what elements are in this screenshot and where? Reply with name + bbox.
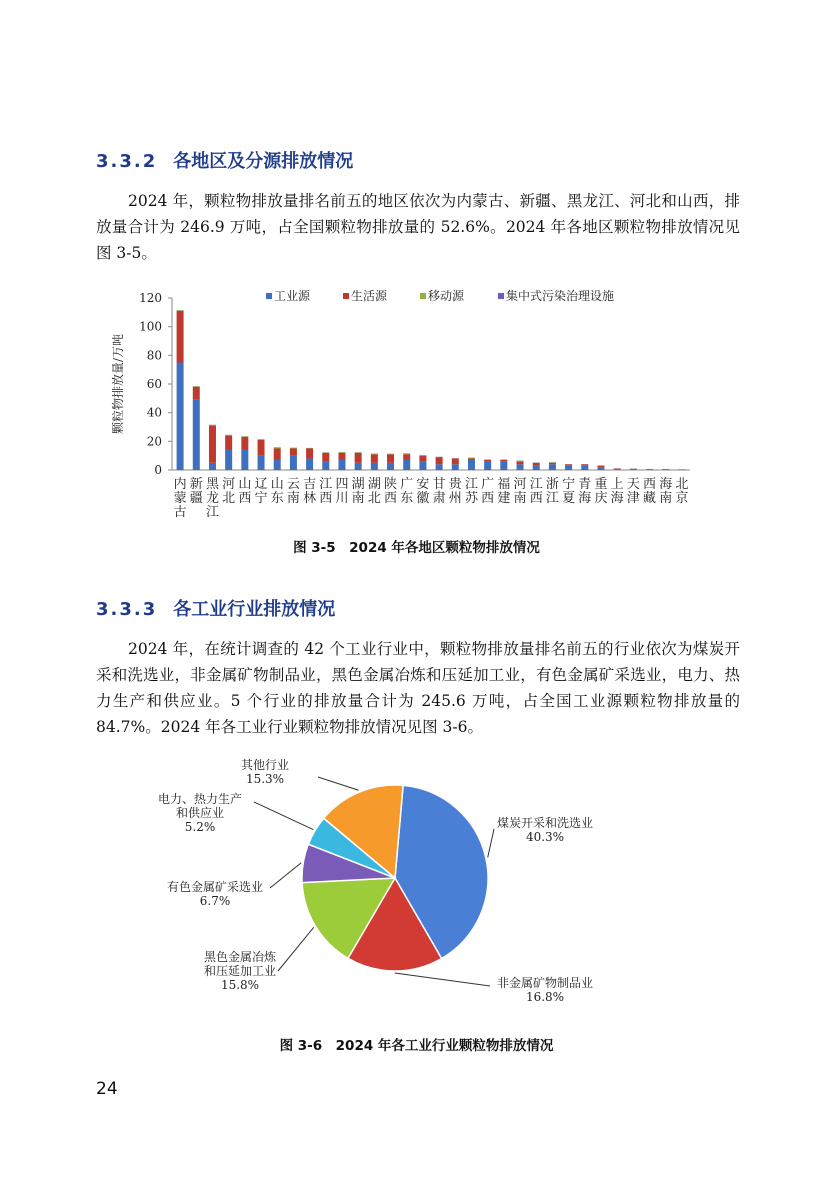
bar-segment — [225, 435, 232, 436]
bar-segment — [565, 466, 572, 470]
bar-segment — [452, 459, 459, 465]
bar-segment — [484, 461, 491, 470]
x-tick-label: 重 — [594, 477, 608, 492]
bar-segment — [322, 461, 329, 470]
bar-segment — [500, 461, 507, 470]
x-tick-label: 庆 — [594, 491, 608, 506]
bar-segment — [581, 464, 588, 465]
x-tick-label: 苏 — [464, 491, 478, 506]
bar-segment — [565, 464, 572, 465]
figure-3-5-caption: 图 3-5 2024 年各地区颗粒物排放情况 — [293, 540, 540, 556]
x-tick-label: 东 — [400, 491, 414, 506]
bar-segment — [549, 463, 556, 464]
x-tick-label: 上 — [610, 477, 624, 492]
bar-segment — [549, 464, 556, 470]
bar-segment — [403, 453, 410, 454]
pie-slice-label: 黑色金属冶炼 — [203, 950, 277, 964]
bar-segment — [209, 425, 216, 426]
x-tick-label: 南 — [351, 491, 365, 506]
x-tick-label: 西 — [643, 477, 657, 492]
x-tick-label: 辽 — [254, 477, 268, 492]
bar-segment — [533, 463, 540, 466]
x-tick-label: 北 — [222, 491, 236, 506]
pie-leader-line — [278, 927, 314, 971]
x-tick-label: 青 — [578, 477, 592, 492]
pie-slice-label: 其他行业 — [240, 758, 290, 772]
x-tick-label: 西 — [238, 491, 252, 506]
x-tick-label: 西 — [481, 491, 495, 506]
pie-slice-value: 5.2% — [184, 820, 216, 834]
bar-chart-legend — [266, 288, 614, 303]
x-tick-label: 山 — [270, 477, 284, 492]
pie-leader-line — [395, 973, 490, 986]
x-tick-label: 河 — [222, 477, 236, 492]
bar-segment — [419, 456, 426, 462]
x-tick-label: 建 — [497, 491, 511, 506]
x-tick-label: 江 — [464, 477, 478, 492]
pie-slice-value: 16.8% — [525, 990, 565, 1004]
x-tick-label: 藏 — [643, 491, 657, 506]
x-tick-label: 江 — [205, 505, 219, 520]
bar-segment — [517, 461, 524, 464]
bar-segment — [484, 460, 491, 461]
bar-segment — [597, 467, 604, 470]
y-tick-label: 100 — [139, 319, 162, 334]
x-tick-label: 北 — [675, 477, 689, 492]
x-tick-label: 津 — [626, 491, 640, 506]
bar-segment — [387, 463, 394, 470]
x-tick-label: 龙 — [205, 491, 219, 506]
x-tick-label: 海 — [578, 491, 592, 506]
bar-segment — [177, 363, 184, 471]
bar-segment — [225, 450, 232, 470]
bar-segment — [258, 439, 265, 440]
bar-segment — [403, 454, 410, 460]
x-tick-label: 贵 — [448, 477, 462, 492]
legend-entry: 工业源 — [274, 289, 311, 303]
bar-segment — [209, 463, 216, 470]
section-heading-3-3-3 — [96, 595, 335, 621]
bar-segment — [355, 452, 362, 453]
pie-slice-value: 15.8% — [220, 978, 260, 992]
bar-segment — [419, 455, 426, 456]
paragraph-industry-emissions: 2024 年，在统计调查的 42 个工业行业中，颗粒物排放量排名前五的行业依次为煤炭开采和洗选业，非金属矿物制品业，黑色金属冶炼和压延加工业，有色金属矿采选业，电力、热力生产和供应业。5 个行业的排放量合计为 245.6 万吨，占全国工业源颗粒物排放量的 84.7%。2024 年各工业行业颗粒物排放情况见图 3-6。 — [96, 640, 740, 736]
bar-segment — [468, 459, 475, 460]
bar-segment — [290, 449, 297, 456]
bar-segment — [338, 453, 345, 460]
bar-segment — [468, 458, 475, 459]
bar-segment — [371, 463, 378, 470]
x-tick-label: 徽 — [416, 491, 430, 506]
bar-segment — [452, 464, 459, 470]
bar-segment — [517, 461, 524, 462]
bar-segment — [241, 450, 248, 470]
pie-slice-label: 电力、热力生产 — [157, 792, 243, 806]
x-tick-label: 云 — [286, 477, 300, 492]
legend-swatch — [498, 293, 504, 299]
bar-chart-x-labels — [174, 476, 689, 520]
bar-segment — [517, 464, 524, 470]
x-tick-label: 广 — [400, 477, 414, 492]
y-tick-label: 60 — [146, 377, 162, 391]
x-tick-label: 北 — [367, 491, 381, 506]
bar-segment — [581, 466, 588, 470]
x-tick-label: 东 — [270, 491, 284, 506]
x-tick-label: 天 — [626, 477, 640, 492]
bar-segment — [193, 400, 200, 470]
legend-swatch — [343, 293, 349, 299]
x-tick-label: 南 — [286, 491, 300, 506]
x-tick-label: 河 — [513, 477, 527, 492]
page-number: 24 — [96, 1079, 118, 1099]
bar-segment — [614, 469, 621, 470]
x-tick-label: 湖 — [367, 477, 381, 492]
bar-segment — [322, 453, 329, 462]
pie-slices — [302, 785, 488, 971]
bar-segment — [338, 460, 345, 470]
pie-slice-label: 非金属矿物制品业 — [496, 976, 594, 990]
section-title: 各工业行业排放情况 — [173, 599, 336, 620]
x-tick-label: 内 — [173, 477, 187, 492]
x-tick-label: 安 — [416, 477, 430, 492]
pie-slice-value: 6.7% — [199, 894, 231, 908]
x-tick-label: 州 — [448, 491, 462, 506]
bar-segment — [209, 426, 216, 463]
bar-segment — [597, 466, 604, 467]
x-tick-label: 林 — [303, 491, 317, 506]
x-tick-label: 蒙 — [173, 491, 187, 506]
bar-segment — [436, 457, 443, 464]
bar-segment — [355, 463, 362, 470]
x-tick-label: 西 — [529, 491, 543, 506]
bar-segment — [549, 462, 556, 463]
bar-segment — [177, 311, 184, 363]
bar-segment — [306, 459, 313, 470]
x-tick-label: 海 — [610, 491, 624, 506]
x-tick-label: 宁 — [254, 491, 268, 506]
bar-segment — [193, 387, 200, 400]
pie-leader-line — [254, 802, 313, 830]
legend-swatch — [266, 293, 272, 299]
x-tick-label: 新 — [189, 477, 203, 492]
x-tick-label: 甘 — [432, 477, 446, 492]
pie-slice-label: 有色金属矿采选业 — [166, 880, 264, 894]
bar-segment — [371, 454, 378, 463]
x-tick-label: 川 — [335, 491, 349, 506]
x-tick-label: 广 — [481, 477, 495, 492]
bar-segment — [274, 449, 281, 460]
x-tick-label: 西 — [319, 491, 333, 506]
y-axis-label: 颗粒物排放量/万吨 — [111, 333, 125, 435]
pie-slice-value: 40.3% — [525, 830, 565, 844]
bar-segment — [338, 452, 345, 453]
y-tick-label: 120 — [139, 291, 162, 305]
bar-segment — [371, 454, 378, 455]
y-tick-label: 40 — [146, 405, 162, 420]
pie-slice-label: 煤炭开采和洗选业 — [496, 816, 594, 830]
bar-segment — [274, 460, 281, 470]
legend-entry: 移动源 — [428, 289, 465, 303]
bar-segment — [241, 436, 248, 437]
bar-segment — [533, 466, 540, 470]
regional-emissions-bar-chart — [100, 282, 710, 527]
x-tick-label: 江 — [529, 477, 543, 492]
bar-segment — [662, 469, 669, 470]
x-tick-label: 古 — [173, 505, 187, 520]
x-tick-label: 吉 — [303, 477, 317, 492]
x-tick-label: 肃 — [432, 491, 446, 506]
bar-segment — [614, 469, 621, 470]
bar-chart-bars — [177, 310, 686, 470]
bar-segment — [290, 456, 297, 470]
section-number: 3.3.2 — [96, 151, 158, 172]
bar-segment — [225, 436, 232, 450]
bar-segment — [306, 449, 313, 459]
x-tick-label: 南 — [513, 491, 527, 506]
bar-segment — [177, 310, 184, 311]
x-tick-label: 黑 — [205, 477, 219, 492]
bar-segment — [193, 386, 200, 387]
pie-leader-line — [318, 777, 359, 790]
bar-segment — [387, 454, 394, 463]
industry-emissions-pie-chart — [150, 755, 670, 1015]
pie-leader-line — [270, 863, 301, 888]
x-tick-label: 西 — [384, 491, 398, 506]
legend-entry: 集中式污染治理设施 — [506, 289, 615, 303]
bar-segment — [403, 460, 410, 470]
x-tick-label: 疆 — [189, 491, 203, 506]
section-heading-3-3-2 — [96, 147, 353, 173]
bar-segment — [630, 469, 637, 470]
pie-slice-label: 和供应业 — [175, 806, 225, 820]
x-tick-label: 海 — [659, 477, 673, 492]
paragraph-regional-emissions: 2024 年，颗粒物排放量排名前五的地区依次为内蒙古、新疆、黑龙江、河北和山西，排放量合计为 246.9 万吨，占全国颗粒物排放量的 52.6%。2024 年各地区颗粒物排放情况见图 3-5。 — [96, 192, 740, 262]
x-tick-label: 福 — [497, 477, 511, 492]
x-tick-label: 四 — [335, 477, 349, 492]
figure-3-6-caption: 图 3-6 2024 年各工业行业颗粒物排放情况 — [279, 1038, 554, 1054]
x-tick-label: 江 — [545, 491, 559, 506]
legend-swatch — [420, 293, 426, 299]
bar-segment — [468, 460, 475, 470]
bar-segment — [355, 453, 362, 463]
y-tick-label: 0 — [154, 463, 162, 477]
legend-entry: 生活源 — [351, 289, 388, 303]
x-tick-label: 夏 — [562, 491, 576, 506]
x-tick-label: 宁 — [562, 477, 576, 492]
pie-slice-value: 15.3% — [245, 772, 285, 786]
bar-segment — [500, 460, 507, 461]
section-number: 3.3.3 — [96, 599, 158, 620]
x-tick-label: 陕 — [384, 477, 398, 492]
x-tick-label: 南 — [659, 491, 673, 506]
section-title: 各地区及分源排放情况 — [173, 151, 354, 172]
y-tick-label: 80 — [146, 348, 162, 363]
bar-segment — [436, 464, 443, 470]
pie-leader-line — [488, 829, 494, 857]
x-tick-label: 山 — [238, 477, 252, 492]
y-tick-label: 20 — [146, 434, 162, 449]
bar-segment — [258, 440, 265, 456]
bar-segment — [419, 461, 426, 470]
x-tick-label: 江 — [319, 477, 333, 492]
x-tick-label: 浙 — [545, 477, 559, 492]
pie-slice-label: 和压延加工业 — [203, 964, 277, 978]
bar-segment — [290, 448, 297, 449]
x-tick-label: 湖 — [351, 477, 365, 492]
x-tick-label: 京 — [675, 491, 689, 506]
bar-segment — [258, 456, 265, 470]
bar-segment — [274, 447, 281, 448]
bar-segment — [241, 437, 248, 450]
